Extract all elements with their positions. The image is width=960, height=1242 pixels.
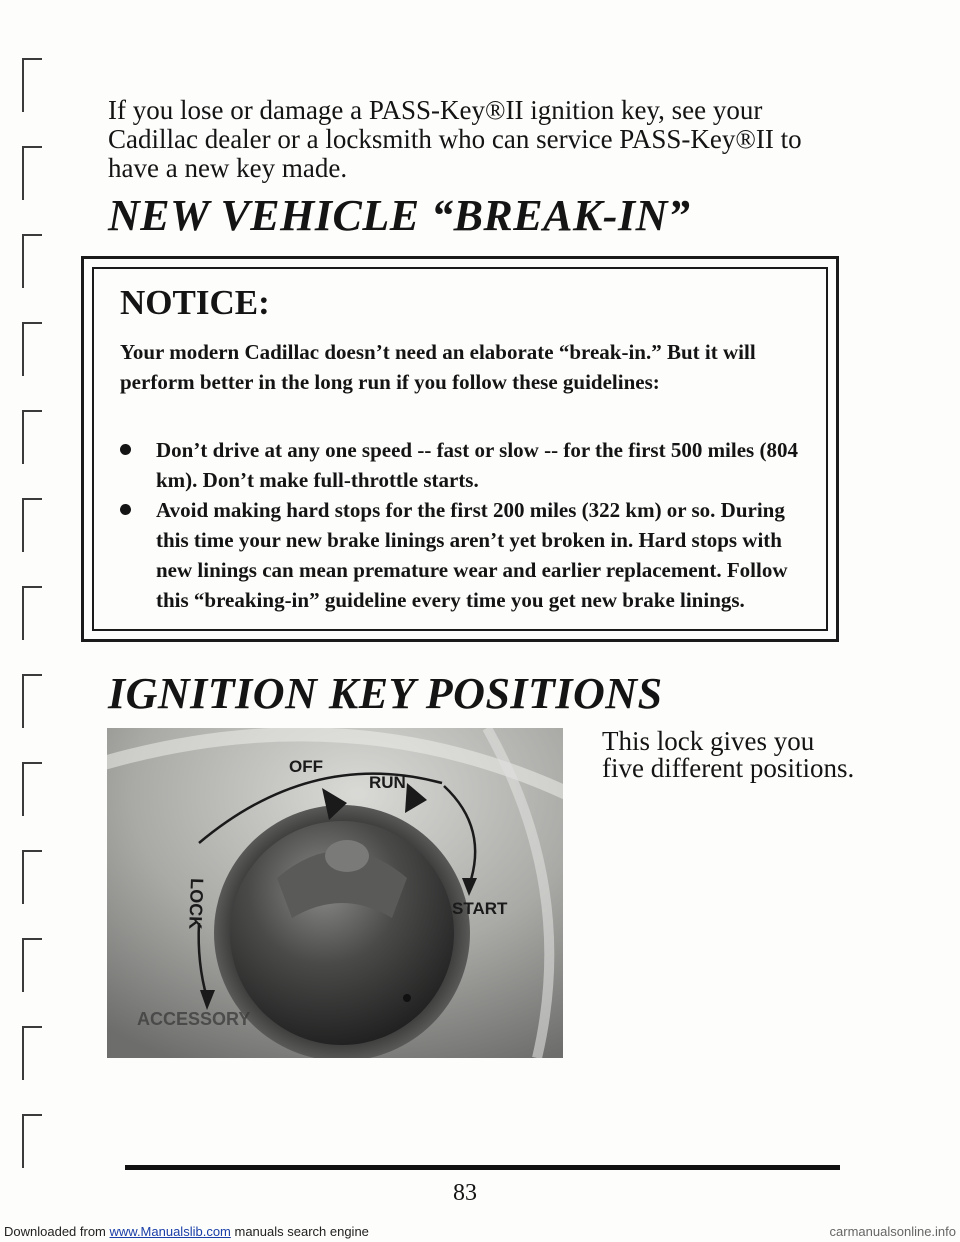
- ignition-lock-photo: [107, 728, 563, 1058]
- binding-mark: [22, 58, 42, 112]
- svg-text:START: START: [452, 899, 508, 918]
- section-title-ignition: IGNITION KEY POSITIONS: [108, 669, 663, 718]
- binding-mark: [22, 146, 42, 200]
- ignition-label-lock: [185, 878, 207, 930]
- intro-paragraph: If you lose or damage a PASS-Key®II ignition key, see your Cadillac dealer or a locksmith who can service PASS-Key®II to have a new key made.: [108, 95, 802, 183]
- binding-mark: [22, 234, 42, 288]
- footer-suffix: manuals search engine: [230, 1224, 369, 1239]
- manualslib-link[interactable]: www.Manualslib.com: [109, 1224, 231, 1239]
- ignition-label-accessory: [137, 1009, 250, 1029]
- svg-text:LOCK: LOCK: [185, 877, 207, 930]
- ignition-lock-illustration: [107, 728, 563, 1058]
- binding-mark: [22, 410, 42, 464]
- page-rule: [125, 1165, 840, 1170]
- binding-mark: [22, 762, 42, 816]
- notice-heading: NOTICE:: [120, 283, 270, 322]
- notice-bullet: [120, 495, 810, 615]
- binding-mark: [22, 322, 42, 376]
- notice-bullet-text: Don’t drive at any one speed -- fast or slow -- for the first 500 miles (804 km). Don’t make full-throttle starts.: [156, 438, 798, 492]
- binding-mark: [22, 674, 42, 728]
- ignition-label-start: [452, 899, 508, 918]
- binding-mark: [22, 1114, 42, 1168]
- binding-mark: [22, 938, 42, 992]
- ignition-label-off: [289, 757, 323, 776]
- binding-mark: [22, 850, 42, 904]
- notice-box: [81, 256, 839, 642]
- watermark-text: carmanualsonline.info: [829, 1224, 956, 1239]
- notice-bullet-text: Avoid making hard stops for the first 200 miles (322 km) or so. During this time your new brake linings aren’t yet broken in. Hard stops with new linings can mean premature wear and earlier replacement. Follow this “breaking-in” guideline every time you get new brake linings.: [156, 498, 788, 612]
- ignition-label-run: [369, 773, 406, 792]
- section-title-break-in: NEW VEHICLE “BREAK-IN”: [108, 191, 691, 240]
- notice-text: Your modern Cadillac doesn’t need an elaborate “break-in.” But it will perform better in the long run if you follow these guidelines:: [120, 340, 756, 394]
- ignition-description: This lock gives you five different positions.: [602, 726, 855, 783]
- svg-text:ACCESSORY: ACCESSORY: [137, 1009, 251, 1029]
- svg-text:RUN: RUN: [369, 773, 406, 792]
- notice-bullet: [120, 435, 810, 495]
- notice-inner-frame: [92, 267, 828, 631]
- binding-edge: [0, 0, 60, 1242]
- bullet-dot-icon: [120, 504, 131, 515]
- page-number: 83: [453, 1180, 477, 1206]
- binding-mark: [22, 498, 42, 552]
- footer-prefix: Downloaded from: [4, 1224, 110, 1239]
- bullet-dot-icon: [120, 444, 131, 455]
- binding-mark: [22, 1026, 42, 1080]
- svg-text:OFF: OFF: [289, 757, 323, 776]
- download-footer: [4, 1224, 369, 1239]
- binding-mark: [22, 586, 42, 640]
